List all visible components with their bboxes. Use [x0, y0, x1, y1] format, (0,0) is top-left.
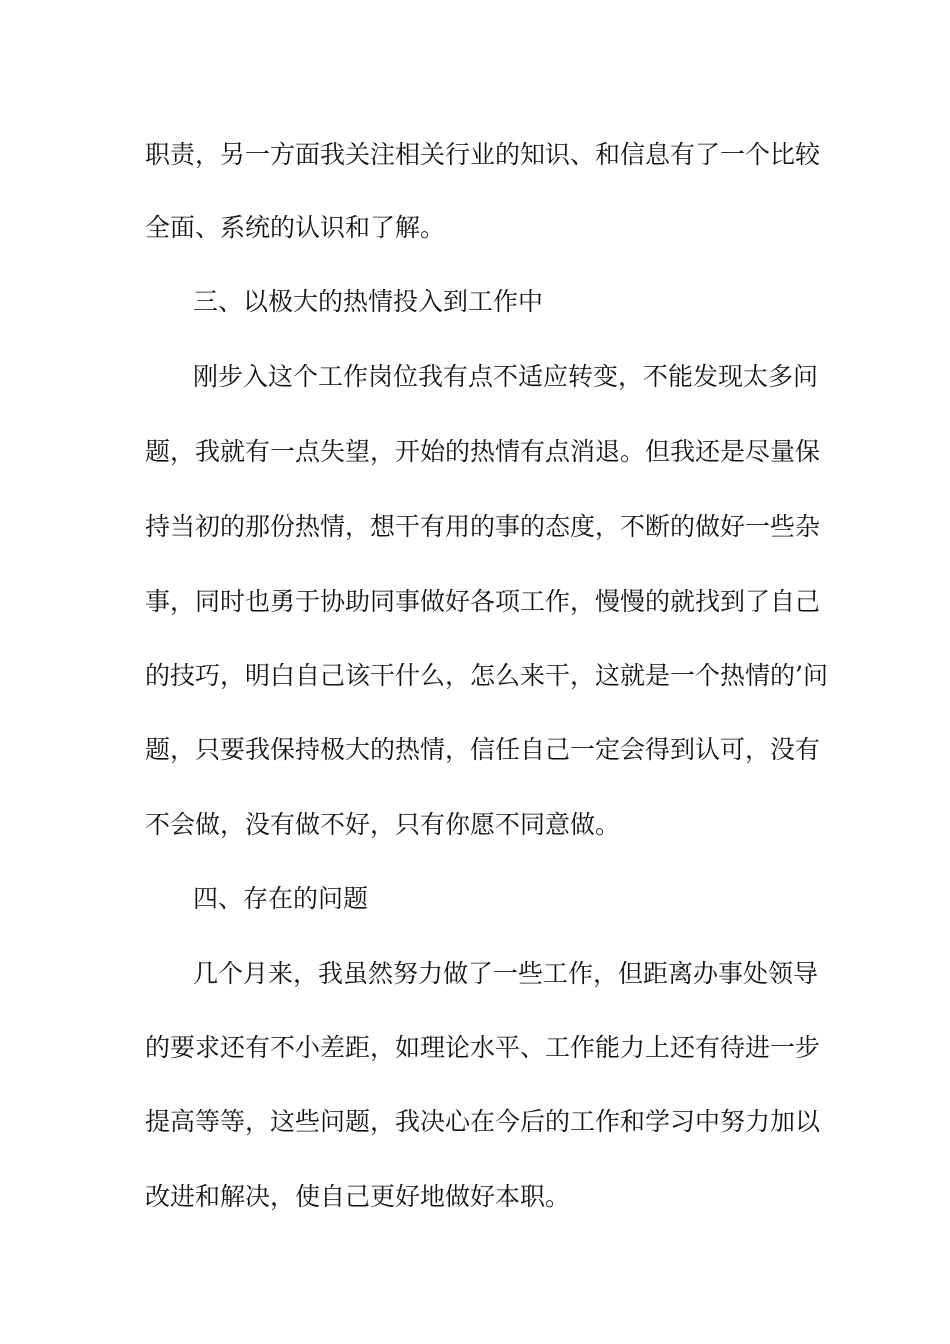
- text-line: 提高等等，这些问题，我决心在今后的工作和学习中努力加以: [145, 1107, 821, 1136]
- text-line: 改进和解决，使自己更好地做好本职。: [145, 1182, 571, 1211]
- text-line: 持当初的那份热情，想干有用的事的态度，不断的做好一些杂: [145, 512, 821, 541]
- text-line: 题，只要我保持极大的热情，信任自己一定会得到认可，没有: [145, 735, 821, 764]
- text-line: 几个月来，我虽然努力做了一些工作，但距离办事处领导: [193, 959, 819, 988]
- text-line: 的要求还有不小差距，如理论水平、工作能力上还有待进一步: [145, 1033, 821, 1062]
- text-line: 职责，另一方面我关注相关行业的知识、和信息有了一个比较: [145, 140, 821, 169]
- text-line: 刚步入这个工作岗位我有点不适应转变，不能发现太多问: [193, 362, 819, 391]
- text-line: 题，我就有一点失望，开始的热情有点消退。但我还是尽量保: [145, 437, 821, 466]
- section-heading: 三、以极大的热情投入到工作中: [193, 287, 544, 316]
- text-line: 事，同时也勇于协助同事做好各项工作，慢慢的就找到了自己: [145, 587, 821, 616]
- text-line: 的技巧，明白自己该干什么，怎么来干，这就是一个热情的’问: [145, 661, 828, 690]
- text-line: 全面、系统的认识和了解。: [145, 213, 446, 242]
- text-line: 不会做，没有做不好，只有你愿不同意做。: [145, 810, 621, 839]
- section-heading: 四、存在的问题: [193, 884, 369, 913]
